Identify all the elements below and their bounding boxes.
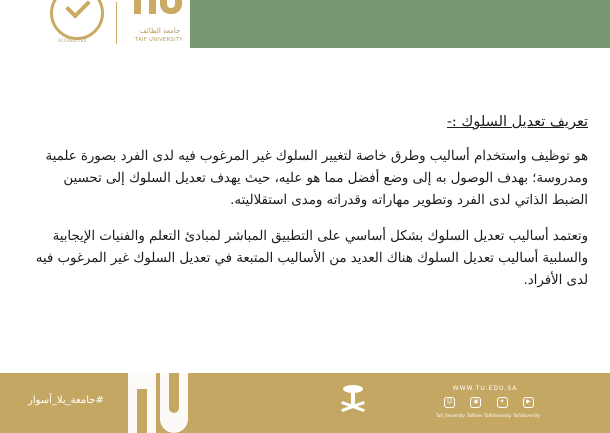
- slide-content: [26, 112, 588, 306]
- university-name-english: TAIF UNIVERSITY: [135, 37, 183, 43]
- slide-heading: تعريف تعديل السلوك :-: [447, 114, 588, 130]
- accreditation-seal-icon: [50, 0, 104, 40]
- header-logo-area: [0, 0, 190, 48]
- instagram-icon[interactable]: ◉: [470, 397, 481, 408]
- university-name-arabic: جامعة الطائف: [139, 27, 181, 35]
- handle-snapchat: Taif_University: [436, 413, 465, 418]
- seal-caption: ACCREDITED: [58, 38, 87, 43]
- youtube-icon[interactable]: ▶: [523, 397, 534, 408]
- handle-youtube: TaifUniversity: [513, 413, 540, 418]
- footer-url: WWW.TU.EDU.SA: [452, 385, 518, 392]
- handle-instagram: TaifUniv: [466, 413, 483, 418]
- social-icons: [444, 397, 534, 408]
- tu-footer-logo-icon: [128, 373, 190, 433]
- footer-slogan: #جامعة_بلا_أسوار: [28, 395, 104, 406]
- paragraph-definition: هو توظيف واستخدام أساليب وطرق خاصة لتغيير السلوك غير المرغوب فيه لدى الفرد بصورة علمية ومدروسة؛ بهدف الوصول به إلى وضع أفضل مما هو عليه، حيث يهدف تعديل السلوك إلى تحسين الضبط الذاتي لدى الفرد وتطوير مهاراته وقدراته ومدى استقلاليته.: [45, 149, 588, 208]
- tu-logo-icon: [134, 0, 184, 20]
- twitter-icon[interactable]: ✦: [497, 397, 508, 408]
- social-handles: [436, 413, 540, 418]
- header-divider: [116, 2, 117, 44]
- snapchat-icon[interactable]: ☺: [444, 397, 455, 408]
- footer-band: [0, 373, 610, 433]
- saudi-emblem-icon: [340, 387, 366, 417]
- paragraph-methods: وتعتمد أساليب تعديل السلوك بشكل أساسي على التطبيق المباشر لمبادئ التعلم والفنيات الإيجابية والسلبية أساليب تعديل السلوك هناك العديد من الأساليب المتبعة في تعديل السلوك غير المرغوب فيه لدى الأفراد.: [35, 229, 588, 288]
- header-band: [190, 0, 610, 48]
- handle-twitter: TaifUniversity: [484, 413, 512, 418]
